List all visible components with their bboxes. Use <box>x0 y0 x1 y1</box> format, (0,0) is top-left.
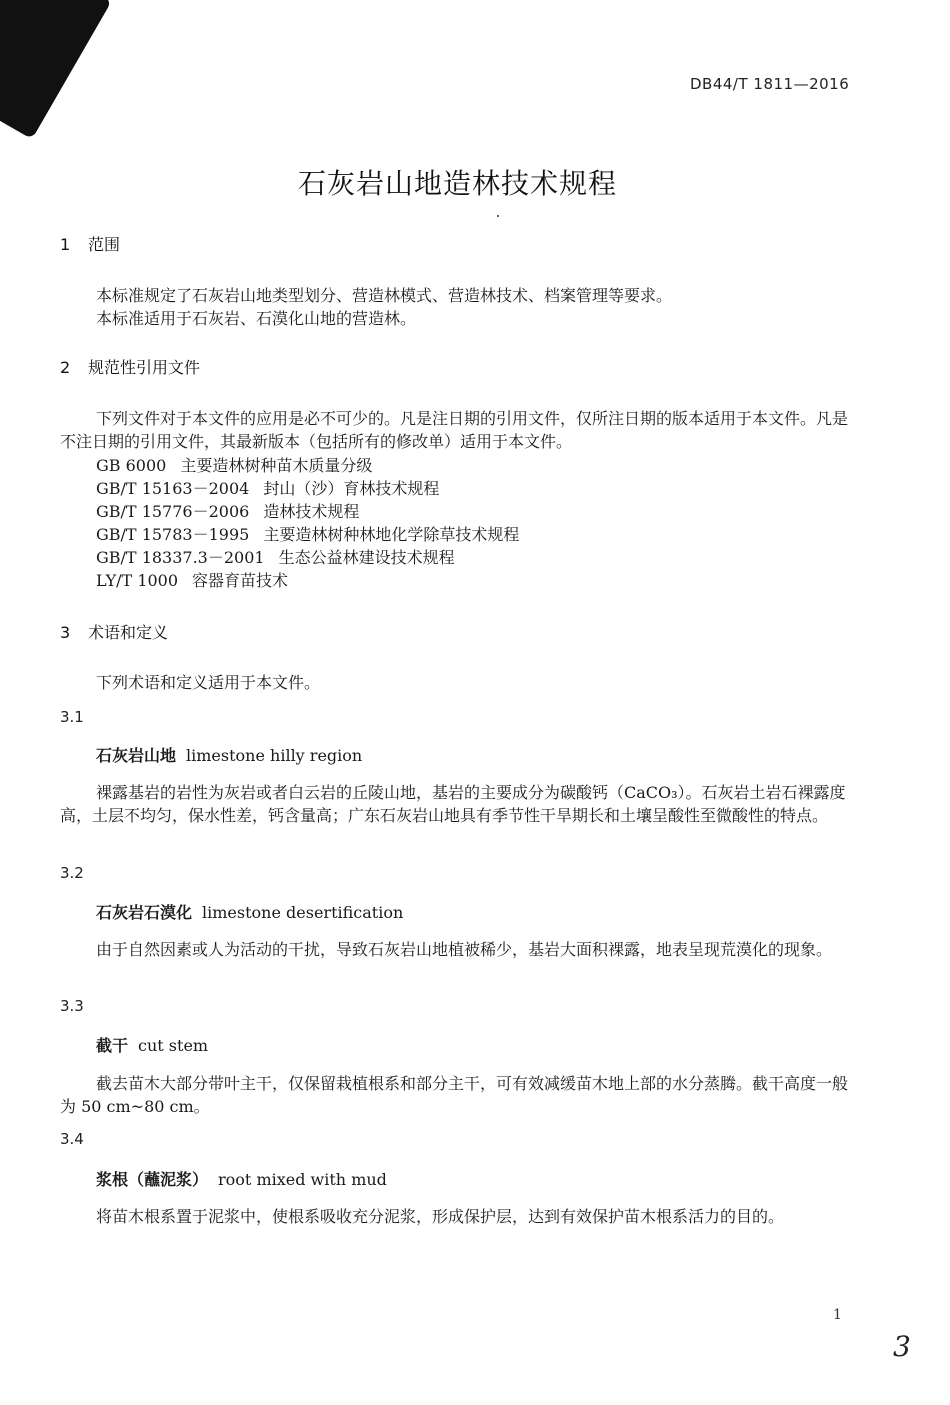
reference-item <box>96 453 372 476</box>
section-title: 术语和定义 <box>88 623 169 642</box>
section-1-heading <box>60 232 120 255</box>
reference-item <box>96 499 359 522</box>
term-header <box>96 743 362 766</box>
term-chinese: 浆根（蘸泥浆） <box>96 1170 209 1189</box>
term-number: 3.1 <box>60 708 84 726</box>
section-number: 1 <box>60 235 71 254</box>
term-definition: 将苗木根系置于泥浆中，使根系吸收充分泥浆，形成保护层，达到有效保护苗木根系活力的目的。 <box>96 1207 785 1226</box>
page-number: 1 <box>833 1307 842 1323</box>
section-3-heading <box>60 620 168 643</box>
term-english: cut stem <box>138 1036 209 1055</box>
term-chinese: 截干 <box>96 1036 129 1055</box>
reference-name: 造林技术规程 <box>263 502 360 521</box>
section-number: 2 <box>60 358 71 377</box>
reference-code: GB/T 15163－2004 <box>96 479 250 498</box>
reference-code: GB/T 18337.3－2001 <box>96 548 265 567</box>
term-definition: 由于自然因素或人为活动的干扰，导致石灰岩山地植被稀少，基岩大面积裸露，地表呈现荒漠化的现象。 <box>96 940 833 959</box>
reference-name: 主要造林树种林地化学除草技术规程 <box>263 525 520 544</box>
term-english: root mixed with mud <box>218 1170 387 1189</box>
reference-name: 主要造林树种苗木质量分级 <box>180 456 373 475</box>
term-chinese: 石灰岩石漠化 <box>96 903 193 922</box>
document-title: 石灰岩山地造林技术规程 <box>297 167 617 200</box>
reference-name: 生态公益林建设技术规程 <box>278 548 455 567</box>
term-chinese: 石灰岩山地 <box>96 746 177 765</box>
reference-name: 封山（沙）育林技术规程 <box>263 479 440 498</box>
term-number: 3.2 <box>60 864 84 882</box>
reference-item <box>96 545 455 568</box>
term-definition: 裸露基岩的岩性为灰岩或者白云岩的丘陵山地，基岩的主要成分为碳酸钙（CaCO₃）。石灰岩土岩石裸露度高，土层不均匀，保水性差，钙含量高；广东石灰岩山地具有季节性干旱期长和土壤呈酸性至微酸性的特点。 <box>60 783 846 825</box>
handwritten-page-mark: 3 <box>893 1330 911 1363</box>
term-english: limestone desertification <box>202 903 404 922</box>
section-2-heading <box>60 355 200 378</box>
section-title: 范围 <box>88 235 121 254</box>
reference-code: GB/T 15776－2006 <box>96 502 250 521</box>
standard-code: DB44/T 1811—2016 <box>690 75 850 93</box>
terms-intro: 下列术语和定义适用于本文件。 <box>96 673 321 692</box>
scope-line-2: 本标准适用于石灰岩、石漠化山地的营造林。 <box>96 309 417 328</box>
reference-code: GB 6000 <box>96 456 167 475</box>
term-header <box>96 1033 208 1056</box>
scan-corner-mark <box>0 0 112 139</box>
reference-item <box>96 522 519 545</box>
section-title: 规范性引用文件 <box>88 358 201 377</box>
term-number: 3.3 <box>60 997 84 1015</box>
scope-line-1: 本标准规定了石灰岩山地类型划分、营造林模式、营造林技术、档案管理等要求。 <box>96 286 673 305</box>
reference-name: 容器育苗技术 <box>192 571 289 590</box>
references-intro: 下列文件对于本文件的应用是必不可少的。凡是注日期的引用文件，仅所注日期的版本适用于本文件。凡是不注日期的引用文件，其最新版本（包括所有的修改单）适用于本文件。 <box>60 409 849 451</box>
term-definition: 截去苗木大部分带叶主干，仅保留栽植根系和部分主干，可有效减缓苗木地上部的水分蒸腾。截干高度一般为 50 cm~80 cm。 <box>60 1074 849 1116</box>
section-number: 3 <box>60 623 71 642</box>
scan-dot <box>497 215 499 217</box>
term-header <box>96 1167 387 1190</box>
reference-item <box>96 568 288 591</box>
reference-item <box>96 476 439 499</box>
reference-code: LY/T 1000 <box>96 571 179 590</box>
reference-code: GB/T 15783－1995 <box>96 525 250 544</box>
term-number: 3.4 <box>60 1130 84 1148</box>
term-header <box>96 900 403 923</box>
term-english: limestone hilly region <box>186 746 363 765</box>
